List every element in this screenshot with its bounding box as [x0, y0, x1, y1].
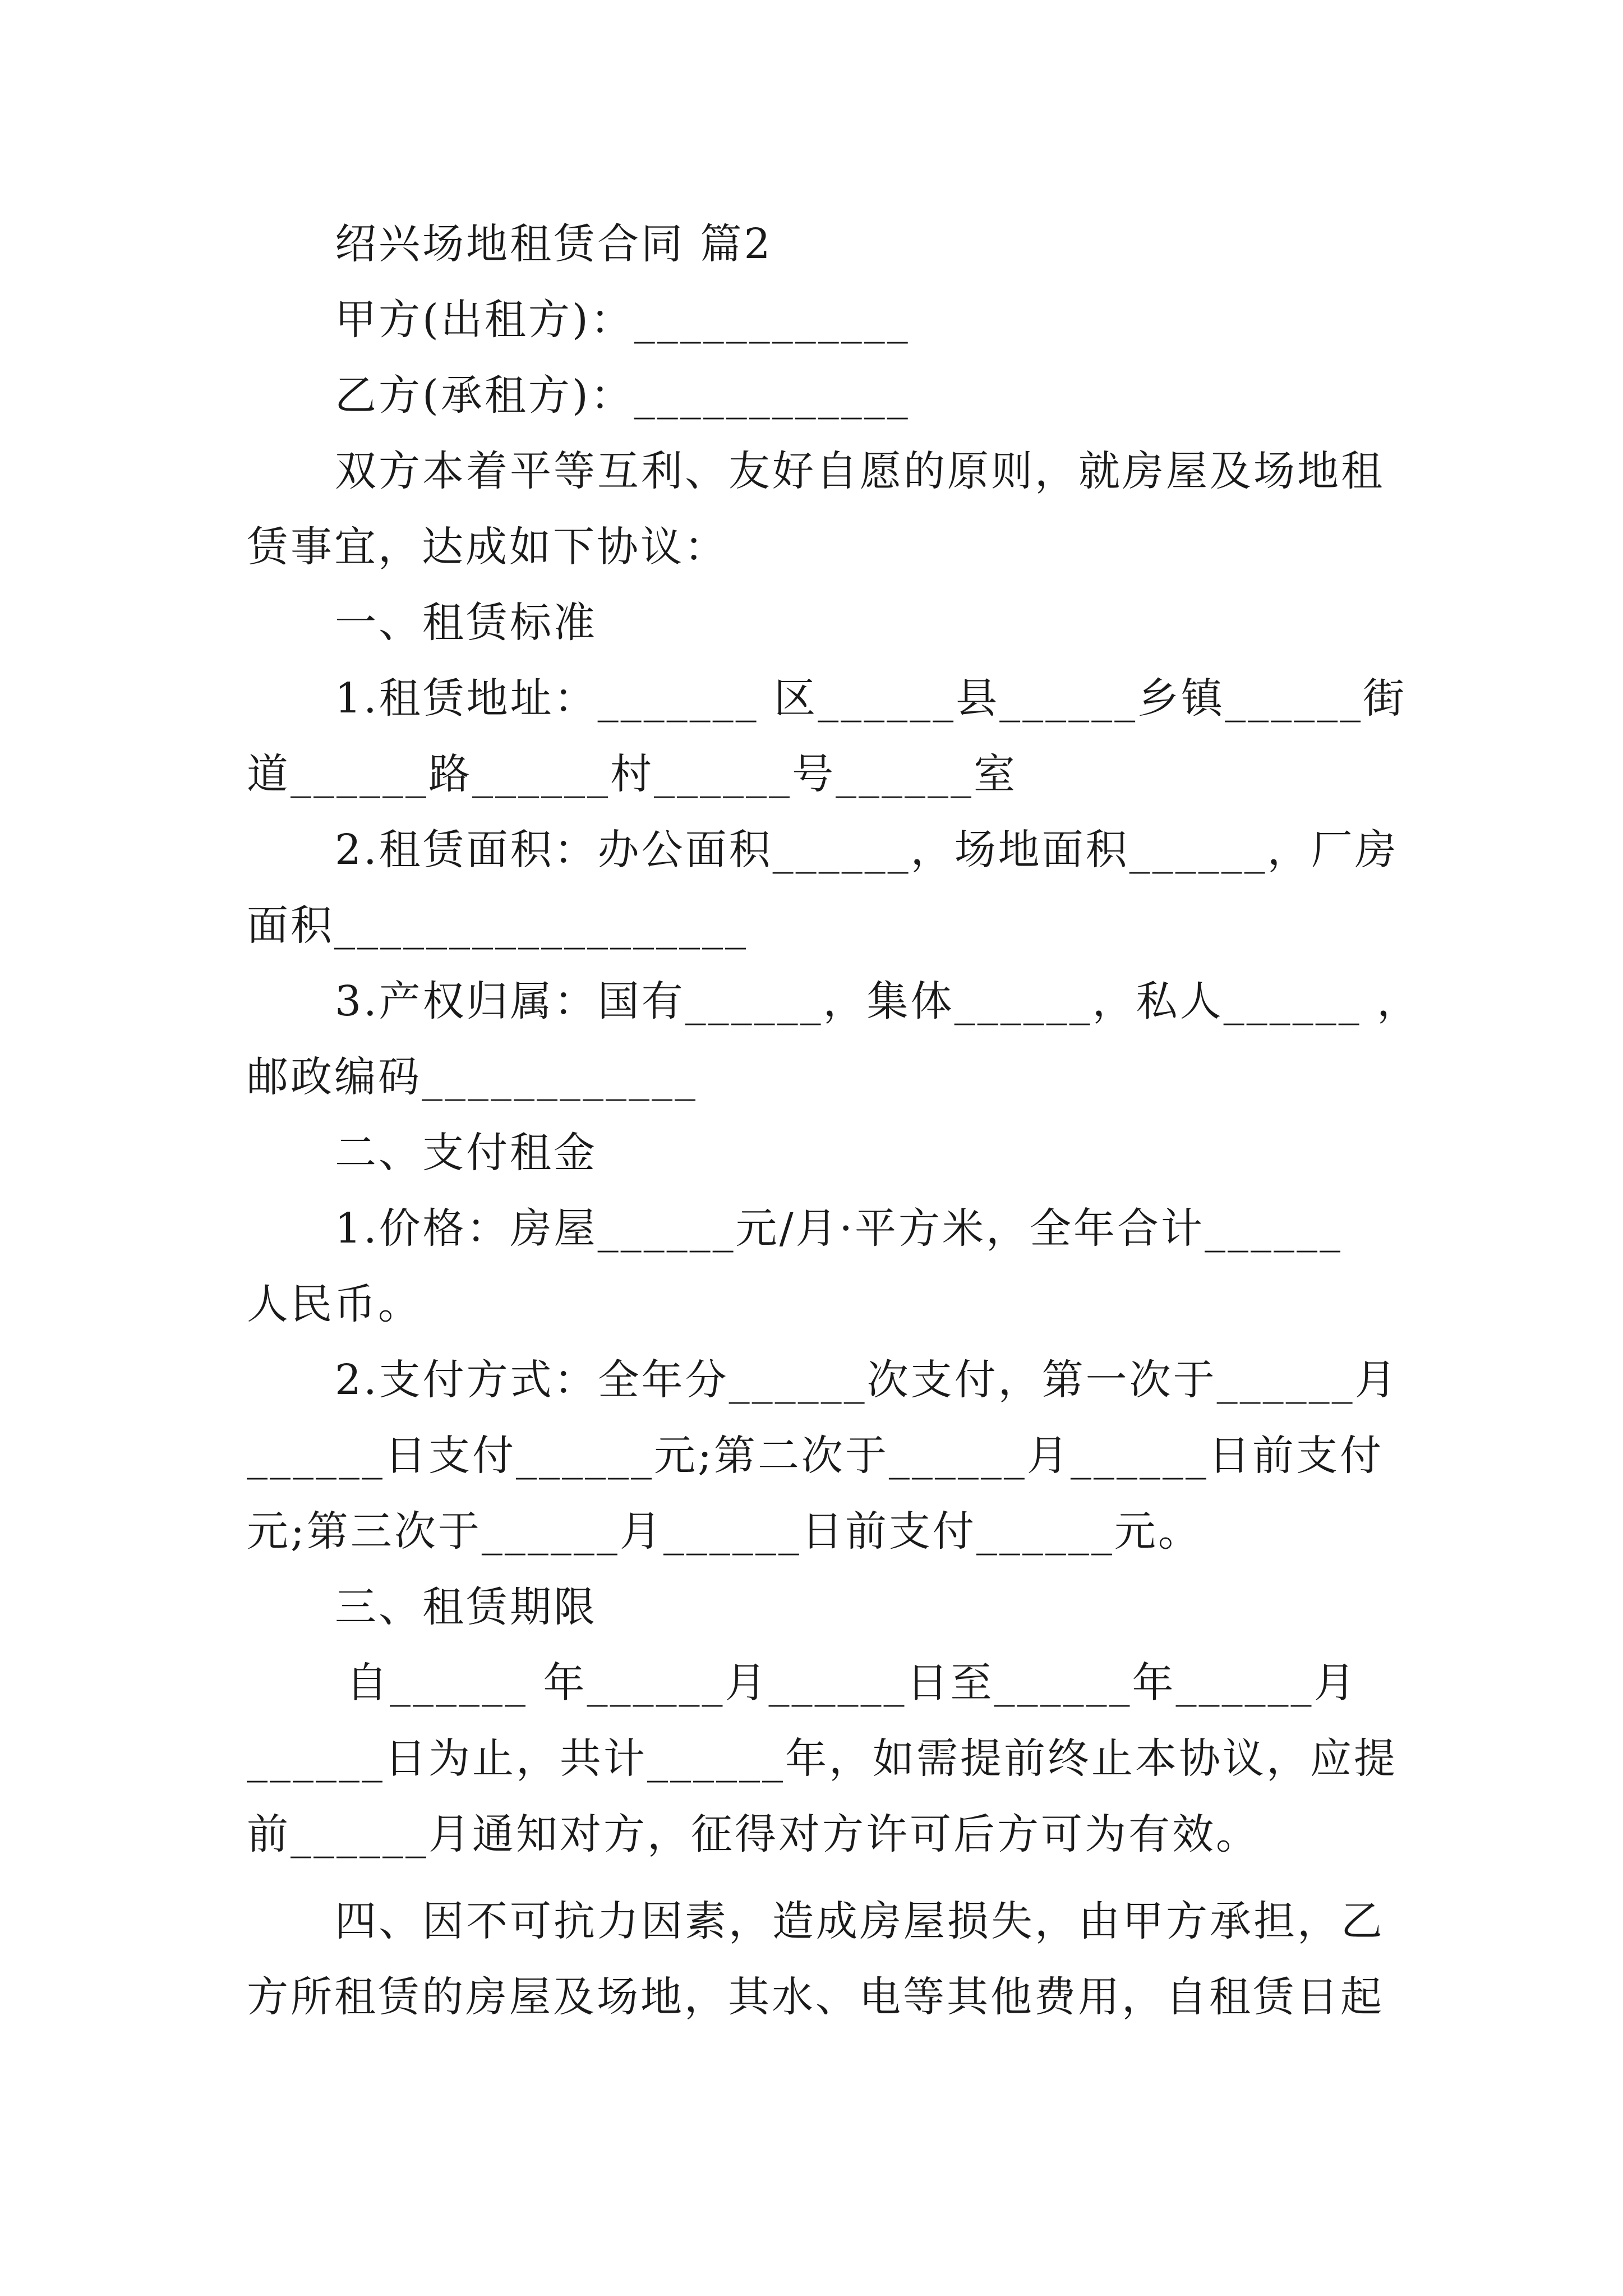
paragraph-line: 元;第三次于______月______日前支付______元。	[247, 1507, 1202, 1556]
section-heading: 二、支付租金	[335, 1129, 597, 1177]
section-heading: 三、租赁期限	[335, 1583, 597, 1631]
paragraph-line: 前______月通知对方，征得对方许可后方可为有效。	[247, 1810, 1260, 1858]
section-heading: 四、因不可抗力因素，造成房屋损失，由甲方承担，乙	[335, 1897, 1385, 1945]
paragraph-line: 3.产权归属：国有______，集体______，私人______ ，	[335, 977, 1421, 1025]
paragraph-line: ______日为止，共计______年，如需提前终止本协议，应提	[247, 1734, 1398, 1783]
paragraph-line: 1.租赁地址：_______ 区______县______乡镇______街	[335, 674, 1407, 723]
party-a-line: 甲方(出租方)：____________	[335, 296, 910, 344]
paragraph-line: 方所租赁的房屋及场地，其水、电等其他费用，自租赁日起	[247, 1973, 1384, 2021]
paragraph-line: 面积__________________	[247, 901, 748, 950]
paragraph-line: 赁事宜，达成如下协议：	[247, 523, 728, 571]
paragraph-line: 道______路______村______号______室	[247, 750, 1017, 798]
paragraph-line: ______日支付______元;第二次于______月______日前支付	[247, 1432, 1384, 1480]
section-heading: 一、租赁标准	[335, 599, 597, 647]
paragraph-line: 2.支付方式：全年分______次支付，第一次于______月	[335, 1356, 1399, 1404]
paragraph-line: 邮政编码____________	[247, 1053, 698, 1101]
paragraph-line: 自______ 年______月______日至______年______月	[346, 1659, 1358, 1707]
document-title: 绍兴场地租赁合同 篇2	[335, 220, 773, 268]
paragraph-line: 2.租赁面积：办公面积______，场地面积______，厂房	[335, 826, 1399, 874]
paragraph-line: 1.价格：房屋______元/月·平方米，全年合计______	[335, 1204, 1343, 1253]
party-b-line: 乙方(承租方)：____________	[335, 371, 910, 420]
paragraph-line: 双方本着平等互利、友好自愿的原则，就房屋及场地租	[335, 447, 1385, 495]
paragraph-line: 人民币。	[247, 1280, 422, 1328]
